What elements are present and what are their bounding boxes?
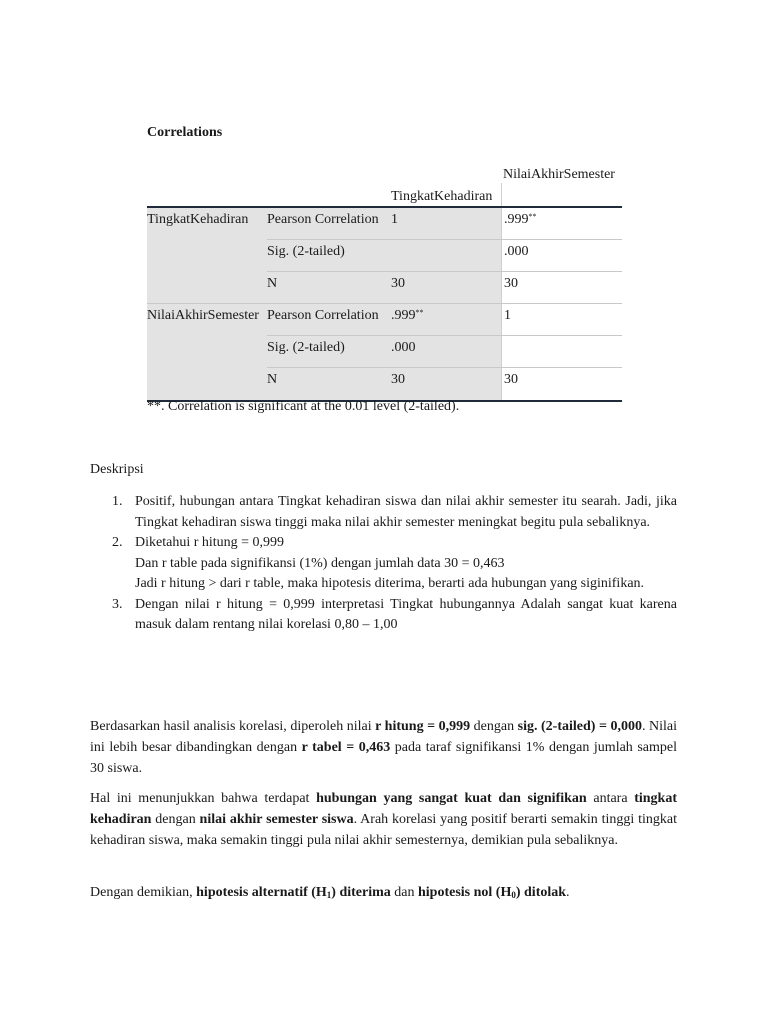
paragraph-interpretation: Hal ini menunjukkan bahwa terdapat hubungan yang sangat kuat dan signifikan antara tingkat kehadiran dengan nilai akhir semester siswa. Arah korelasi yang positif berarti semakin tinggi tingkat kehadiran siswa, maka semakin tinggi pula nilai akhir semesternya, demikian pula sebaliknya. <box>90 791 677 848</box>
cell-value: 30 <box>391 276 405 291</box>
correlations-table <box>147 122 622 414</box>
cell-value: .999 <box>391 308 416 323</box>
table-row <box>147 272 622 304</box>
list-number: 1. <box>112 494 123 509</box>
column-header-tingkat-kehadiran: TingkatKehadiran <box>391 189 493 204</box>
description-list <box>90 492 677 636</box>
stat-label: Pearson Correlation <box>267 308 379 323</box>
table-row <box>147 240 622 272</box>
cell-value: .000 <box>504 244 529 259</box>
table-title: Correlations <box>147 125 223 140</box>
list-text: Diketahui r hitung = 0,999 <box>135 535 285 550</box>
list-text: Dan r table pada signifikansi (1%) dengan jumlah data 30 = 0,463 <box>135 555 505 571</box>
stat-label: Pearson Correlation <box>267 212 379 227</box>
list-text: Positif, hubungan antara Tingkat kehadiran siswa dan nilai akhir semester itu searah. Jadi, jika Tingkat kehadiran siswa tinggi maka nilai akhir semester meningkat begitu pula sebaliknya. <box>135 494 677 530</box>
list-number: 3. <box>112 596 123 612</box>
column-header-nilai-akhir-semester: NilaiAkhirSemester <box>503 167 615 182</box>
section-heading: Deskripsi <box>90 462 144 477</box>
table-row <box>147 336 622 368</box>
list-text: Dengan nilai r hitung = 0,999 interpretasi Tingkat hubungannya Adalah sangat kuat karena masuk dalam rentang nilai korelasi 0,80 – 1,00 <box>135 596 677 632</box>
list-item <box>90 492 677 533</box>
list-number: 2. <box>112 535 123 550</box>
cell-value: 1 <box>391 212 398 227</box>
list-item <box>90 533 677 595</box>
row-group-label: TingkatKehadiran <box>147 212 249 227</box>
cell-value: 30 <box>504 372 518 387</box>
stat-label: Sig. (2-tailed) <box>267 340 345 355</box>
stat-label: Sig. (2-tailed) <box>267 244 345 259</box>
list-text: Jadi r hitung > dari r table, maka hipotesis diterima, berarti ada hubungan yang siginifikan. <box>135 576 645 591</box>
cell-value: .999 <box>504 212 529 227</box>
cell-value: 1 <box>504 308 511 323</box>
table-row <box>147 368 622 400</box>
cell-value: .000 <box>391 340 416 355</box>
cell-value: 30 <box>391 372 405 387</box>
table-footnote: **. Correlation is significant at the 0.01 level (2-tailed). <box>147 399 460 414</box>
table-body <box>147 206 622 402</box>
significance-marker: ** <box>415 308 424 317</box>
stat-label: N <box>267 276 278 291</box>
row-group-label: NilaiAkhirSemester <box>147 308 259 323</box>
stat-label: N <box>267 372 278 387</box>
paragraph-analysis: Berdasarkan hasil analisis korelasi, diperoleh nilai r hitung = 0,999 dengan sig. (2-tailed) = 0,000. Nilai ini lebih besar dibandingkan dengan r tabel = 0,463 pada taraf signifikansi 1% dengan jumlah sampel 30 siswa. <box>90 719 677 776</box>
cell-value: 30 <box>504 276 518 291</box>
paragraph-conclusion: Dengan demikian, hipotesis alternatif $(H_1)$ diterima dan hipotesis nol $(H_0)$ ditolak. <box>90 885 570 900</box>
list-item <box>90 595 677 636</box>
significance-marker: ** <box>528 212 537 221</box>
